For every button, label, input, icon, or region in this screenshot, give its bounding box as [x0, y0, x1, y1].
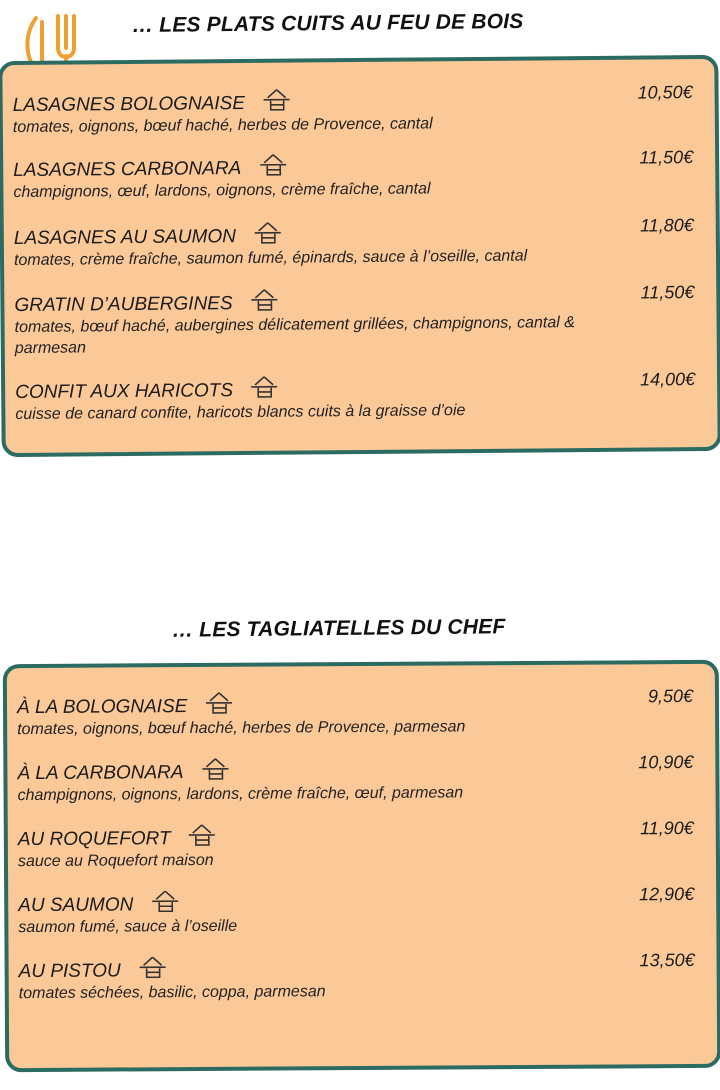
- item-name: À LA CARBONARA: [17, 762, 184, 785]
- menu-item: [16, 685, 694, 740]
- item-name: LASAGNES CARBONARA: [13, 158, 242, 182]
- menu-panel-plats: [0, 55, 720, 457]
- house-icon: [187, 823, 217, 847]
- item-description: tomates, oignons, bœuf haché, herbes de Provence, cantal: [12, 115, 433, 137]
- item-description: cuisse de canard confite, haricots blancs cuits à la graisse d’oie: [15, 402, 466, 424]
- item-price: 12,90€: [639, 883, 695, 905]
- house-icon: [137, 955, 167, 979]
- item-name: AU ROQUEFORT: [17, 828, 171, 851]
- item-description: champignons, oignons, lardons, crème fraîche, œuf, parmesan: [17, 784, 464, 805]
- item-price: 14,00€: [639, 369, 696, 390]
- house-icon: [249, 375, 279, 399]
- menu-item: [17, 751, 694, 806]
- house-icon: [150, 889, 180, 913]
- menu-item: [18, 883, 695, 938]
- menu-item: [13, 84, 693, 138]
- item-description: sauce au Roquefort maison: [17, 851, 214, 871]
- item-description: tomates séchées, basilic, coppa, parmesan: [18, 983, 326, 1003]
- menu-panel-tagliatelles: [3, 660, 720, 1072]
- item-price: 11,90€: [639, 817, 694, 839]
- house-icon: [261, 88, 291, 112]
- item-description: tomates, bœuf haché, aubergines délicatement grillées, champignons, cantal & parmesan: [14, 314, 575, 358]
- item-name: CONFIT AUX HARICOTS: [15, 380, 234, 404]
- menu-item: [14, 284, 695, 359]
- item-description: tomates, crème fraîche, saumon fumé, épinards, sauce à l’oseille, cantal: [13, 247, 528, 270]
- section-title-tagliatelles: … LES TAGLIATELLES DU CHEF: [171, 615, 506, 642]
- item-price: 11,80€: [639, 215, 694, 236]
- section-title-plats: … LES PLATS CUITS AU FEU DE BOIS: [131, 9, 524, 38]
- item-name: LASAGNES AU SAUMON: [13, 226, 236, 250]
- house-icon: [204, 691, 234, 715]
- menu-item: [15, 371, 695, 425]
- item-description: tomates, oignons, bœuf haché, herbes de Provence, parmesan: [17, 718, 466, 739]
- house-icon: [258, 153, 288, 177]
- item-price: 10,90€: [638, 751, 694, 773]
- menu-item: [18, 949, 695, 1004]
- house-icon: [200, 757, 230, 781]
- item-price: 10,50€: [637, 82, 693, 103]
- house-icon: [249, 288, 279, 312]
- item-name: AU SAUMON: [18, 894, 134, 917]
- item-price: 11,50€: [639, 147, 694, 168]
- item-name: GRATIN D’AUBERGINES: [14, 293, 233, 317]
- item-name: À LA BOLOGNAISE: [16, 696, 188, 719]
- item-description: saumon fumé, sauce à l’oseille: [18, 917, 238, 937]
- menu-item: [17, 817, 694, 872]
- item-price: 11,50€: [640, 282, 695, 303]
- item-name: AU PISTOU: [18, 960, 121, 983]
- item-name: LASAGNES BOLOGNAISE: [12, 92, 246, 117]
- menu-item: [13, 149, 693, 203]
- house-icon: [252, 221, 282, 245]
- item-price: 13,50€: [639, 949, 695, 971]
- item-price: 9,50€: [647, 685, 694, 707]
- menu-item: [14, 217, 694, 271]
- item-description: champignons, œuf, lardons, oignons, crème fraîche, cantal: [13, 180, 431, 202]
